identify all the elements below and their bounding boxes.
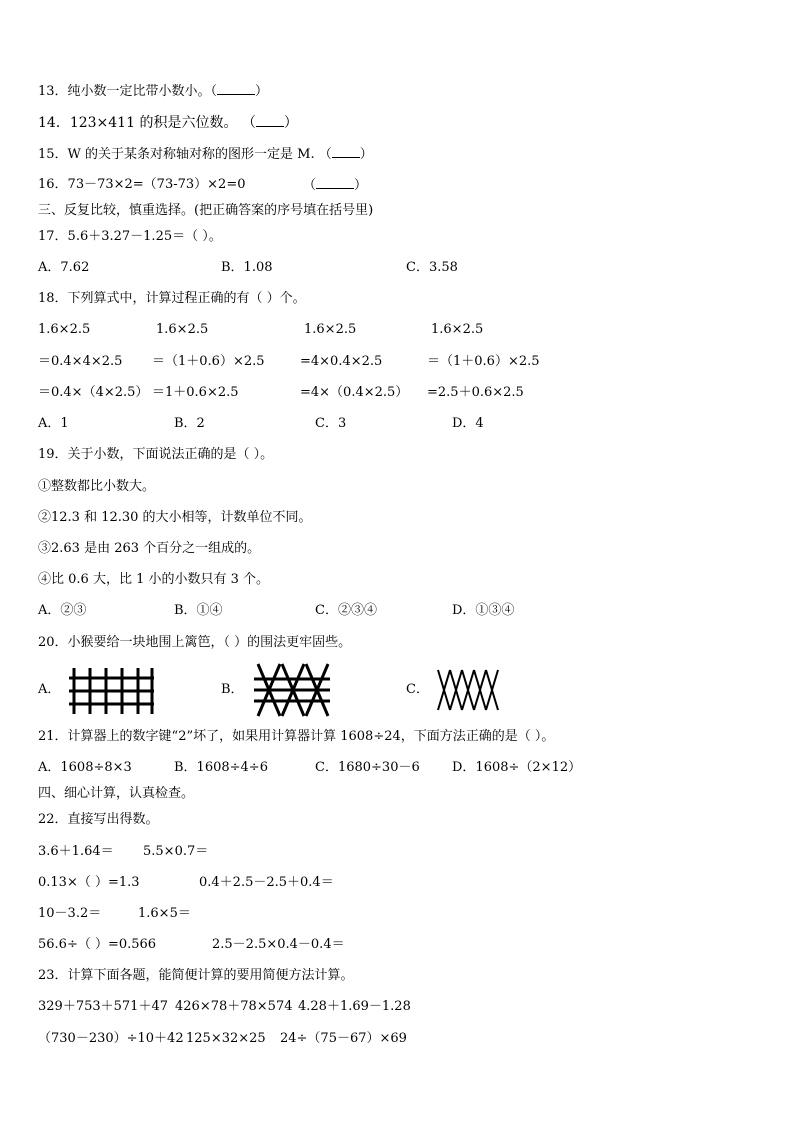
- question-18-stem: 18．下列算式中，计算过程正确的有（ ）个。: [38, 291, 306, 306]
- question-22-stem: 22．直接写出得数。: [38, 812, 159, 827]
- q18-calc: 1.6×2.5: [304, 322, 357, 337]
- q20-label-a: A．: [38, 682, 61, 697]
- q18-calc: 1.6×2.5: [156, 322, 209, 337]
- q23-problem: 24÷（75－67）×69: [280, 1031, 407, 1046]
- answer-blank: [217, 82, 255, 95]
- q18-calc: =4×（0.4×2.5）: [300, 385, 409, 400]
- question-16-text: 16．73－73×2=（73-73）×2=0: [38, 177, 246, 192]
- answer-blank: [332, 145, 360, 158]
- q18-calc: ＝1＋0.6×2.5: [152, 385, 239, 400]
- q23-problem: 329＋753＋571＋47: [38, 999, 168, 1014]
- q21-option-d: D．1608÷（2×12）: [452, 760, 582, 775]
- q18-calc: 1.6×2.5: [431, 322, 484, 337]
- question-13: 13．纯小数一定比带小数小。（ ）: [38, 84, 269, 99]
- q19-statement-1: ①整数都比小数大。: [38, 479, 156, 494]
- q22-problem: 2.5－2.5×0.4－0.4＝: [212, 937, 345, 952]
- fence-cross-figure: [252, 662, 332, 718]
- q22-problem: 1.6×5＝: [138, 906, 191, 921]
- q23-problem: 125×32×25: [186, 1031, 266, 1046]
- q22-problem: 0.13×（ ）=1.3: [38, 875, 140, 890]
- q22-problem: 5.5×0.7＝: [143, 844, 209, 859]
- q18-calc: =4×0.4×2.5: [300, 354, 383, 369]
- q18-calc: ＝（1＋0.6）×2.5: [152, 354, 265, 369]
- q22-problem: 0.4＋2.5－2.5＋0.4＝: [199, 875, 334, 890]
- answer-blank: [316, 176, 354, 189]
- question-16: [38, 176, 246, 194]
- q21-option-c: C．1680÷30－6: [315, 760, 420, 775]
- q19-option-c: C．②③④: [315, 603, 377, 618]
- q19-option-d: D．①③④: [452, 603, 515, 618]
- q22-problem: 56.6÷（ ）=0.566: [38, 937, 157, 952]
- q19-statement-4: ④比 0.6 大，比 1 小的小数只有 3 个。: [38, 572, 270, 587]
- q23-problem: 4.28＋1.69－1.28: [298, 999, 411, 1014]
- question-20-stem: 20．小猴要给一块地围上篱笆，（ ）的围法更牢固些。: [38, 635, 352, 650]
- answer-blank: [256, 114, 284, 127]
- q20-label-b: B．: [221, 682, 244, 697]
- question-15: 15．W 的关于某条对称轴对称的图形一定是 M. （ ）: [38, 147, 373, 162]
- fence-grid-figure: [66, 666, 156, 716]
- question-14: 14．123×411 的积是六位数。 （ ）: [38, 115, 298, 131]
- section-4-heading: 四、细心计算，认真检查。: [38, 786, 195, 801]
- q18-option-a: A．1: [38, 416, 69, 431]
- q18-calc: ＝0.4×（4×2.5）: [38, 385, 149, 400]
- q17-option-b: B．1.08: [221, 260, 273, 275]
- question-17-stem: 17．5.6＋3.27－1.25＝（ ）。: [38, 229, 222, 244]
- q18-calc: ＝0.4×4×2.5: [38, 354, 123, 369]
- fence-lattice-figure: [436, 668, 504, 712]
- q19-option-b: B．①④: [174, 603, 223, 618]
- q22-problem: 10－3.2＝: [38, 906, 102, 921]
- q22-problem: 3.6＋1.64＝: [38, 844, 114, 859]
- question-23-stem: 23．计算下面各题，能简便计算的要用简便方法计算。: [38, 968, 354, 983]
- q18-option-b: B．2: [174, 416, 205, 431]
- question-15-text: 15．W 的关于某条对称轴对称的图形一定是 M. （: [38, 147, 332, 162]
- q23-problem: 426×78＋78×574: [175, 999, 293, 1014]
- q18-calc: ＝（1＋0.6）×2.5: [427, 354, 540, 369]
- q18-option-c: C．3: [315, 416, 347, 431]
- q19-option-a: A．②③: [38, 603, 87, 618]
- question-14-text: 14．123×411 的积是六位数。 （: [38, 115, 256, 131]
- q18-calc: =2.5＋0.6×2.5: [427, 385, 524, 400]
- q21-option-a: A．1608÷8×3: [38, 760, 132, 775]
- q19-statement-3: ③2.63 是由 263 个百分之一组成的。: [38, 541, 261, 556]
- q18-option-d: D．4: [452, 416, 484, 431]
- question-13-text: 13．纯小数一定比带小数小。（: [38, 84, 218, 99]
- question-21-stem: 21．计算器上的数字键“2”坏了，如果用计算器计算 1608÷24，下面方法正确的是（ ）。: [38, 729, 555, 744]
- question-16-answer: （ ）: [303, 178, 368, 193]
- q20-label-c: C．: [406, 682, 429, 697]
- q23-problem: （730－230）÷10＋42: [38, 1031, 184, 1046]
- question-19-stem: 19．关于小数，下面说法正确的是（ ）。: [38, 447, 274, 462]
- q21-option-b: B．1608÷4÷6: [174, 760, 268, 775]
- q19-statement-2: ②12.3 和 12.30 的大小相等，计数单位不同。: [38, 510, 312, 525]
- q17-option-a: A．7.62: [38, 260, 90, 275]
- section-3-heading: 三、反复比较，慎重选择。(把正确答案的序号填在括号里): [38, 203, 374, 218]
- q18-calc: 1.6×2.5: [38, 322, 91, 337]
- q17-option-c: C．3.58: [406, 260, 458, 275]
